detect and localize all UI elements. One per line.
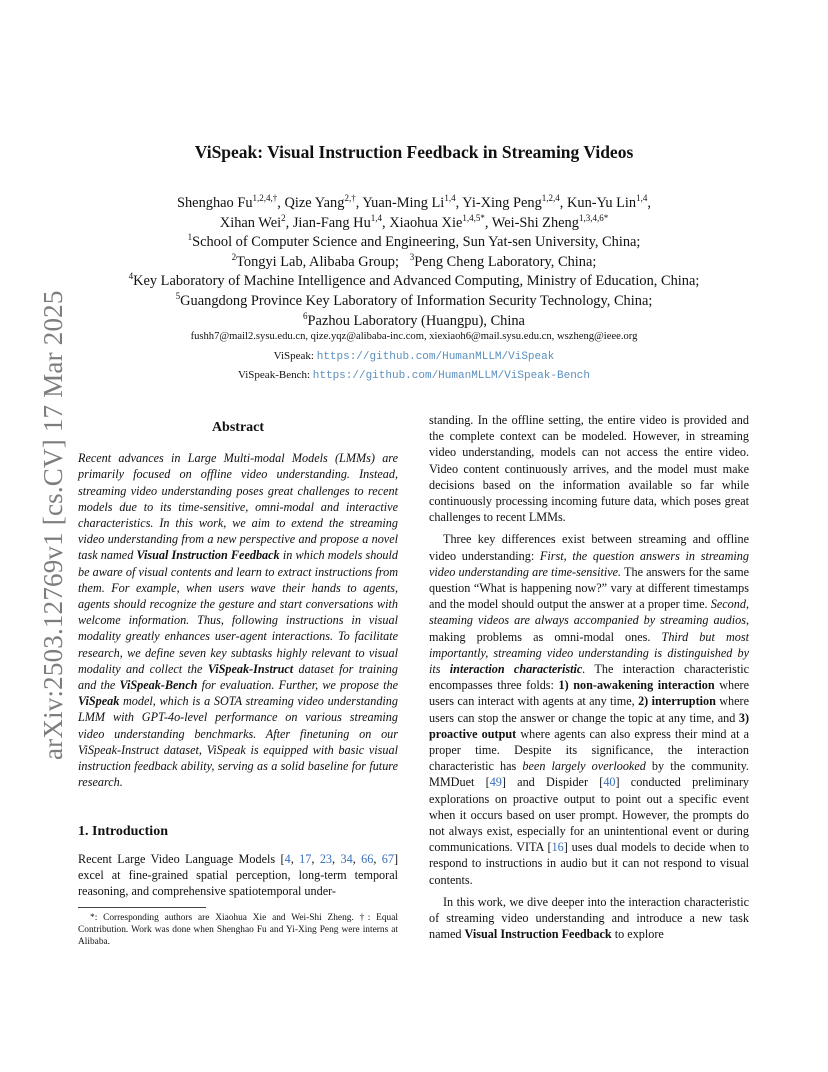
- right-column: [429, 412, 749, 943]
- cite-23[interactable]: 23: [319, 851, 333, 866]
- affiliation-1: $^1$School of Computer Science and Engineering, Sun Yat-sen University, China;: [187, 232, 641, 251]
- author-line-1: Shenghao $Fu^{1,2,4,\dagger}$, Qize Yang$^{2,\dagger}$, Yuan-Ming Li$^{1,4}$, Yi-Xing Peng$^{1,2,4}$, Kun-Yu Lin$^{1,4}$,: [176, 193, 651, 211]
- author-line-2: Xihan Wei$^2$, Jian-Fang Hu$^{1,4}$, Xiaohua Xie$^{1,4,5*}$, Wei-Shi Zheng$^{1,3,4,6*}$: [219, 212, 609, 231]
- author-block: [70, 194, 758, 331]
- vispeak-label: ViSpeak:: [273, 350, 314, 362]
- cite-16[interactable]: 16: [551, 840, 564, 855]
- footnote: *: Corresponding authors are Xiaohua Xie and Wei-Shi Zheng. †: Equal Contribution. Work was done when Shenghao Fu and Yi-Xing Peng were interns at Alibaba.: [78, 913, 398, 948]
- cite-4[interactable]: 4: [284, 851, 291, 866]
- intro-heading: 1. Introduction: [78, 824, 168, 840]
- cite-66[interactable]: 66: [361, 851, 374, 866]
- left-column: [78, 420, 398, 948]
- affiliation-2: $^2$Tongyi Lab, Alibaba Group; $^3$Peng Cheng Laboratory, China;: [231, 251, 597, 270]
- bench-label: ViSpeak-Bench:: [237, 369, 311, 381]
- affiliation-4: $^4$Key Laboratory of Machine Intelligence and Advanced Computing, Ministry of Education, China;: [128, 271, 700, 290]
- paper-title: ViSpeak: Visual Instruction Feedback in Streaming Videos: [194, 142, 634, 162]
- affiliation-6: $^6$Pazhou Laboratory (Huangpu), China: [303, 310, 525, 329]
- author-emails: fushh7@mail2.sysu.edu.cn, qize.yqz@alibaba-inc.com, xiexiaoh6@mail.sysu.edu.cn, wszheng@ieee.org: [190, 331, 638, 342]
- intro-paragraph-1: Recent Large Video Language Models [4, 17, 23, 34, 66, 67] excel at fine-grained spatial perception, long-term temporal reasoning, and comprehensive spatiotemporal under-: [78, 851, 399, 899]
- abstract-heading: Abstract: [211, 420, 265, 435]
- intro-paragraph-2: Three key differences exist between streaming and offline video understanding: First, the question answers in streaming video understanding are time-sensitive. The answers for the same question “What is happening now?” vary at different timestamps and the model should output the answer at a proper time. Second, steaming videos are always accompanied by streaming audios, making problems as omni-modal ones. Third but most importantly, streaming video understanding is distinguished by its interaction characteristic. The interaction characteristic encompasses three folds: 1) non-awakening interaction where users can interact with agents at any time, 2) interruption where users can stop the answer or change the topic at any time, and 3) proactive output where agents can also express their mind at a proper time. Despite its significance, the interaction characteristic has been largely overlooked by the community. MMDuet [49] and Dispider [40] conducted preliminary explorations on proactive output to point out a specific event when it occurs based on user prompt. However, the prompts do not always exist, especially for an unintentional event or during communications. VITA [16] uses dual models to decide when to respond to instructions in audio but it can not respond to visual contents.: [429, 532, 750, 887]
- arxiv-stamp: arXiv:2503.12769v1 [cs.CV] 17 Mar 2025: [38, 290, 68, 760]
- bench-link-line: [70, 369, 758, 382]
- vispeak-link-line: [70, 350, 758, 363]
- cite-34[interactable]: 34: [340, 851, 353, 866]
- cite-67[interactable]: 67: [381, 851, 394, 866]
- cite-49[interactable]: 49: [489, 775, 502, 790]
- cite-17[interactable]: 17: [299, 851, 312, 866]
- intro-paragraph-1-cont: standing. In the offline setting, the entire video is provided and the complete context can be modeled. However, in streaming video understanding, models can not access the entire video. Video content continuously arrives, and the model must make decisions based on the information available so far while continuously processing incoming future data, which poses great challenges to recent LMMs.: [429, 413, 749, 525]
- footnote-rule: [78, 907, 206, 908]
- vispeak-url-link[interactable]: https://github.com/HumanMLLM/ViSpeak: [316, 351, 555, 363]
- abstract-text: Recent advances in Large Multi-modal Models (LMMs) are primarily focused on offline video understanding. Instead, streaming video understanding poses great challenges to recent models due to its time-sensitive, omni-modal and interactive characteristics. In this work, we aim to extend the streaming video understanding from a new perspective and propose a novel task named Visual Instruction Feedback in which models should be aware of visual contents and learn to extract instructions from them. For example, when users wave their hands to agents, agents should recognize the gesture and start conversations with welcome information. Thus, following instructions in visual modality greatly enhances user-agent interactions. To facilitate research, we define seven key subtasks highly relevant to visual modality and collect the ViSpeak-Instruct dataset for training and the ViSpeak-Bench for evaluation. Further, we propose the ViSpeak model, which is a SOTA streaming video understanding LMM with GPT-4o-level performance on various streaming video understanding benchmarks. After finetuning on our ViSpeak-Instruct dataset, ViSpeak is equipped with basic visual instruction feedback ability, serving as a solid baseline for future research.: [78, 451, 398, 790]
- intro-paragraph-3: In this work, we dive deeper into the interaction characteristic of streaming video understanding and introduce a new task named Visual Instruction Feedback to explore: [429, 894, 749, 942]
- cite-40[interactable]: 40: [603, 775, 616, 790]
- bench-url-link[interactable]: https://github.com/HumanMLLM/ViSpeak-Bench: [312, 370, 591, 382]
- affiliation-5: $^5$Guangdong Province Key Laboratory of Information Security Technology, China;: [175, 291, 653, 309]
